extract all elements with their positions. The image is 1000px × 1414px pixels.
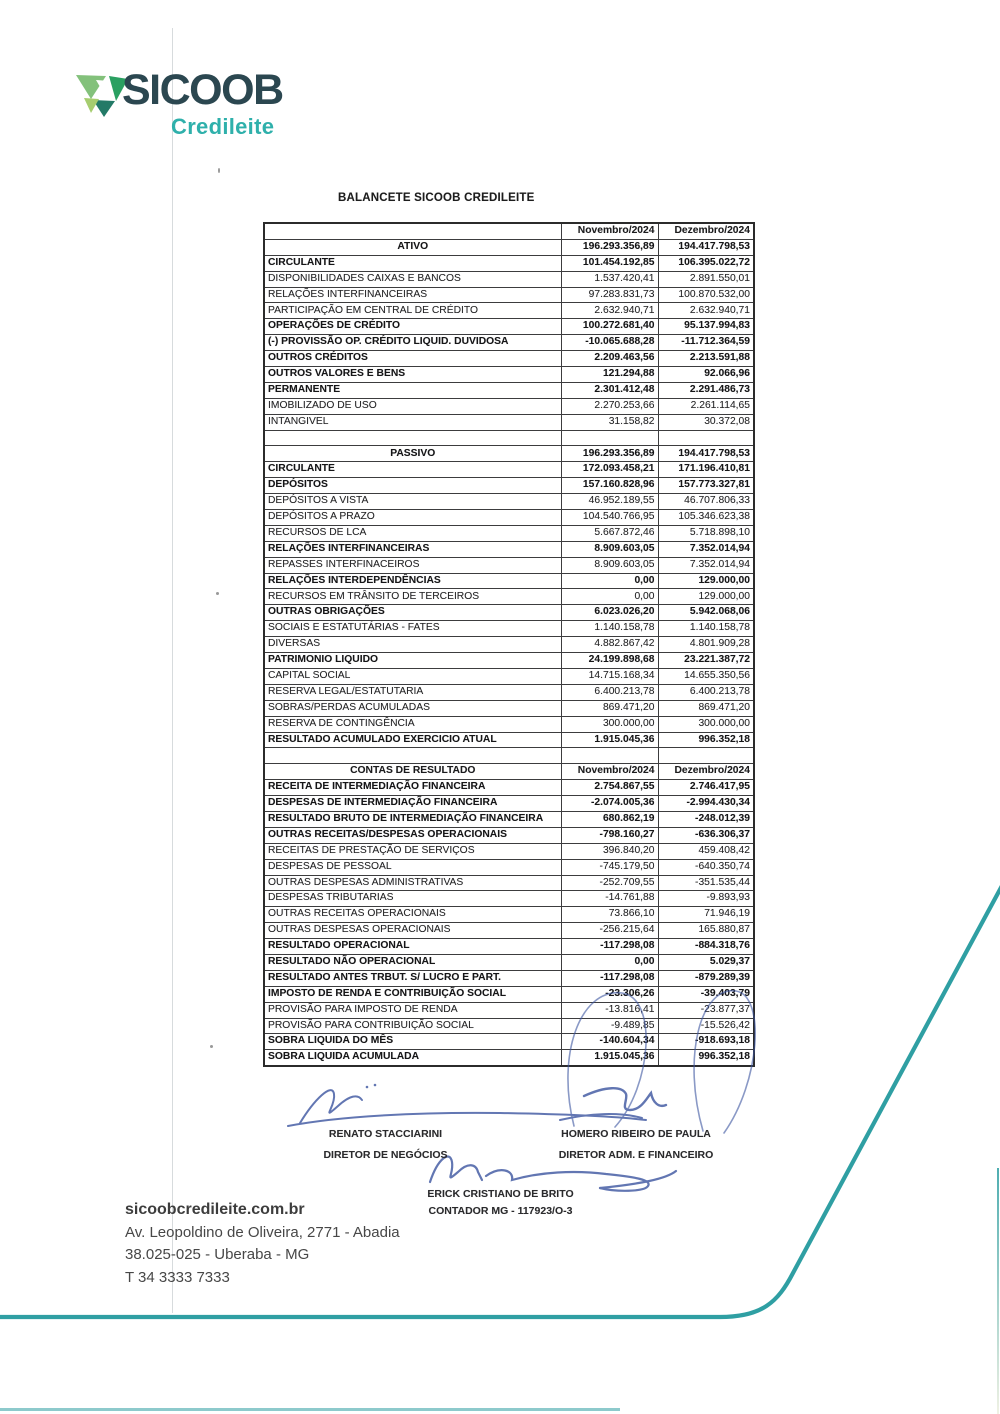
- row-value: Novembro/2024: [561, 223, 658, 239]
- row-value: -256.215,64: [561, 923, 658, 939]
- signer-block-renato: [288, 1124, 483, 1166]
- row-label: CIRCULANTE: [264, 462, 561, 478]
- table-row: [264, 287, 754, 303]
- row-value: 194.417.798,53: [658, 446, 754, 462]
- table-row: [264, 478, 754, 494]
- row-value: 129.000,00: [658, 589, 754, 605]
- row-label: RESERVA DE CONTINGÊNCIA: [264, 716, 561, 732]
- table-row: [264, 1002, 754, 1018]
- row-label: SOBRA LIQUIDA DO MÊS: [264, 1034, 561, 1050]
- row-label: DEPÓSITOS A PRAZO: [264, 510, 561, 526]
- row-value: 5.718.898,10: [658, 525, 754, 541]
- spacer-row: [264, 430, 754, 446]
- row-label: RESULTADO BRUTO DE INTERMEDIAÇÃO FINANCEIRA: [264, 811, 561, 827]
- row-value: [658, 430, 754, 446]
- table-row: [264, 939, 754, 955]
- row-label: DEPÓSITOS A VISTA: [264, 494, 561, 510]
- row-label: (-) PROVISSÃO OP. CRÉDITO LIQUID. DUVIDOSA: [264, 335, 561, 351]
- row-value: -117.298,08: [561, 970, 658, 986]
- teal-edge-bottom: [0, 1408, 620, 1411]
- footer-address-line2: 38.025-025 - Uberaba - MG: [125, 1246, 310, 1263]
- row-label: OUTRAS OBRIGAÇÕES: [264, 605, 561, 621]
- row-label: PATRIMONIO LIQUIDO: [264, 653, 561, 669]
- table-row: [264, 780, 754, 796]
- scan-speck: [210, 1045, 213, 1048]
- row-value: -248.012,39: [658, 811, 754, 827]
- row-value: 2.301.412,48: [561, 382, 658, 398]
- row-value: 0,00: [561, 954, 658, 970]
- row-value: 24.199.898,68: [561, 653, 658, 669]
- row-label: SOBRAS/PERDAS ACUMULADAS: [264, 700, 561, 716]
- row-label: OUTRAS RECEITAS/DESPESAS OPERACIONAIS: [264, 827, 561, 843]
- table-row: [264, 557, 754, 573]
- row-value: 196.293.356,89: [561, 446, 658, 462]
- row-value: 1.915.045,36: [561, 732, 658, 748]
- row-value: -13.816,41: [561, 1002, 658, 1018]
- table-row: [264, 668, 754, 684]
- row-value: -918.693,18: [658, 1034, 754, 1050]
- row-value: 7.352.014,94: [658, 541, 754, 557]
- row-value: -798.160,27: [561, 827, 658, 843]
- table-row: [264, 351, 754, 367]
- row-value: 2.213.591,88: [658, 351, 754, 367]
- row-label: OUTRAS DESPESAS ADMINISTRATIVAS: [264, 875, 561, 891]
- signer-role: CONTADOR MG - 117923/O-3: [428, 1205, 573, 1217]
- row-label: RESULTADO ANTES TRBUT. S/ LUCRO E PART.: [264, 970, 561, 986]
- table-row: [264, 970, 754, 986]
- row-label: [264, 430, 561, 446]
- table-row: [264, 859, 754, 875]
- table-row: [264, 954, 754, 970]
- row-label: INTANGIVEL: [264, 414, 561, 430]
- row-value: 100.870.532,00: [658, 287, 754, 303]
- row-value: 106.395.022,72: [658, 255, 754, 271]
- row-value: 129.000,00: [658, 573, 754, 589]
- row-value: [561, 430, 658, 446]
- row-value: 6.400.213,78: [561, 684, 658, 700]
- row-value: -14.761,88: [561, 891, 658, 907]
- row-value: 121.294,88: [561, 367, 658, 383]
- row-value: 97.283.831,73: [561, 287, 658, 303]
- row-value: Dezembro/2024: [658, 764, 754, 780]
- row-value: 2.891.550,01: [658, 271, 754, 287]
- signer-block-homero: [536, 1124, 736, 1166]
- row-label: PROVISÃO PARA IMPOSTO DE RENDA: [264, 1002, 561, 1018]
- row-value: 194.417.798,53: [658, 239, 754, 255]
- spacer-row: [264, 748, 754, 764]
- row-value: 4.882.867,42: [561, 637, 658, 653]
- row-label: RECURSOS EM TRÂNSITO DE TERCEIROS: [264, 589, 561, 605]
- signer-role: DIRETOR DE NEGÓCIOS: [323, 1149, 448, 1161]
- table-row: [264, 319, 754, 335]
- table-row: [264, 923, 754, 939]
- table-row: [264, 382, 754, 398]
- table-row: [264, 875, 754, 891]
- table-row: [264, 764, 754, 780]
- document-title: BALANCETE SICOOB CREDILEITE: [338, 192, 535, 204]
- table-row: [264, 843, 754, 859]
- row-value: -117.298,08: [561, 939, 658, 955]
- row-value: 2.270.253,66: [561, 398, 658, 414]
- row-value: -745.179,50: [561, 859, 658, 875]
- row-value: [561, 748, 658, 764]
- row-value: 104.540.766,95: [561, 510, 658, 526]
- balancete-table: [263, 222, 755, 1067]
- table-row: [264, 1050, 754, 1066]
- row-value: 2.291.486,73: [658, 382, 754, 398]
- row-value: -2.994.430,34: [658, 796, 754, 812]
- row-label: CONTAS DE RESULTADO: [264, 764, 561, 780]
- row-value: 1.537.420,41: [561, 271, 658, 287]
- row-label: OPERAÇÕES DE CRÉDITO: [264, 319, 561, 335]
- row-label: PASSIVO: [264, 446, 561, 462]
- row-label: RESERVA LEGAL/ESTATUTARIA: [264, 684, 561, 700]
- row-value: 100.272.681,40: [561, 319, 658, 335]
- table-row: [264, 700, 754, 716]
- row-value: 996.352,18: [658, 1050, 754, 1066]
- footer-contact: [125, 1199, 400, 1289]
- row-label: OUTRAS DESPESAS OPERACIONAIS: [264, 923, 561, 939]
- row-value: -9.893,93: [658, 891, 754, 907]
- row-value: -10.065.688,28: [561, 335, 658, 351]
- row-value: 1.140.158,78: [658, 621, 754, 637]
- row-value: 172.093.458,21: [561, 462, 658, 478]
- row-label: ATIVO: [264, 239, 561, 255]
- table-row: [264, 907, 754, 923]
- table-row: [264, 827, 754, 843]
- teal-edge-right: [997, 1168, 999, 1414]
- row-value: 7.352.014,94: [658, 557, 754, 573]
- row-value: -636.306,37: [658, 827, 754, 843]
- row-label: IMPOSTO DE RENDA E CONTRIBUIÇÃO SOCIAL: [264, 986, 561, 1002]
- row-label: OUTROS VALORES E BENS: [264, 367, 561, 383]
- row-value: -2.074.005,36: [561, 796, 658, 812]
- table-row: [264, 732, 754, 748]
- sicoob-triangle-icon: [75, 72, 129, 118]
- signer-role: DIRETOR ADM. E FINANCEIRO: [558, 1149, 714, 1161]
- brand-name: SICOOB: [122, 66, 283, 114]
- row-label: DESPESAS DE PESSOAL: [264, 859, 561, 875]
- signer-name: HOMERO RIBEIRO DE PAULA: [561, 1128, 711, 1140]
- row-value: 105.346.623,38: [658, 510, 754, 526]
- table-row: [264, 605, 754, 621]
- row-value: 0,00: [561, 573, 658, 589]
- row-label: CIRCULANTE: [264, 255, 561, 271]
- row-value: 6.400.213,78: [658, 684, 754, 700]
- table-row: [264, 494, 754, 510]
- table-row: [264, 589, 754, 605]
- row-label: DISPONIBILIDADES CAIXAS E BANCOS: [264, 271, 561, 287]
- table-row: [264, 653, 754, 669]
- table-row: [264, 541, 754, 557]
- row-value: -23.877,37: [658, 1002, 754, 1018]
- row-label: RELAÇÕES INTERFINANCEIRAS: [264, 287, 561, 303]
- row-value: 95.137.994,83: [658, 319, 754, 335]
- sicoob-logo: [75, 66, 305, 150]
- row-value: -9.489,85: [561, 1018, 658, 1034]
- footer-address-line1: Av. Leopoldino de Oliveira, 2771 - Abadia: [125, 1223, 400, 1241]
- scan-artifact-line: [172, 28, 173, 1313]
- row-label: RESULTADO ACUMULADO EXERCICIO ATUAL: [264, 732, 561, 748]
- row-value: 8.909.603,05: [561, 541, 658, 557]
- row-value: 8.909.603,05: [561, 557, 658, 573]
- table-row: [264, 223, 754, 239]
- row-value: 5.667.872,46: [561, 525, 658, 541]
- row-value: -351.535,44: [658, 875, 754, 891]
- scan-speck: [218, 168, 220, 173]
- row-value: [658, 748, 754, 764]
- table-row: [264, 1034, 754, 1050]
- table-row: [264, 621, 754, 637]
- row-label: CAPITAL SOCIAL: [264, 668, 561, 684]
- row-value: 171.196.410,81: [658, 462, 754, 478]
- row-label: SOCIAIS E ESTATUTÁRIAS - FATES: [264, 621, 561, 637]
- row-value: 869.471,20: [658, 700, 754, 716]
- row-value: Novembro/2024: [561, 764, 658, 780]
- row-value: 396.840,20: [561, 843, 658, 859]
- table-row: [264, 398, 754, 414]
- row-value: 2.754.867,55: [561, 780, 658, 796]
- row-value: 23.221.387,72: [658, 653, 754, 669]
- row-label: PARTICIPAÇÃO EM CENTRAL DE CRÉDITO: [264, 303, 561, 319]
- row-value: 14.715.168,34: [561, 668, 658, 684]
- row-value: 5.942.068,06: [658, 605, 754, 621]
- row-value: 300.000,00: [561, 716, 658, 732]
- table-row: [264, 637, 754, 653]
- signer-block-erick: [408, 1186, 593, 1220]
- table-row: [264, 462, 754, 478]
- row-label: RELAÇÕES INTERFINANCEIRAS: [264, 541, 561, 557]
- row-value: -23.306,26: [561, 986, 658, 1002]
- row-value: 6.023.026,20: [561, 605, 658, 621]
- row-value: 2.746.417,95: [658, 780, 754, 796]
- row-value: 869.471,20: [561, 700, 658, 716]
- row-label: RESULTADO OPERACIONAL: [264, 939, 561, 955]
- row-label: DIVERSAS: [264, 637, 561, 653]
- table-row: [264, 271, 754, 287]
- table-row: [264, 1018, 754, 1034]
- row-label: RECEITAS DE PRESTAÇÃO DE SERVIÇOS: [264, 843, 561, 859]
- row-value: -140.604,34: [561, 1034, 658, 1050]
- table-row: [264, 891, 754, 907]
- row-label: PROVISÃO PARA CONTRIBUIÇÃO SOCIAL: [264, 1018, 561, 1034]
- row-value: 4.801.909,28: [658, 637, 754, 653]
- row-value: 71.946,19: [658, 907, 754, 923]
- table-row: [264, 573, 754, 589]
- row-label: [264, 748, 561, 764]
- row-value: 157.160.828,96: [561, 478, 658, 494]
- row-label: REPASSES INTERFINACEIROS: [264, 557, 561, 573]
- table-row: [264, 684, 754, 700]
- signer-name: ERICK CRISTIANO DE BRITO: [427, 1188, 574, 1200]
- table-row: [264, 716, 754, 732]
- table-row: [264, 796, 754, 812]
- row-value: 0,00: [561, 589, 658, 605]
- row-value: 165.880,87: [658, 923, 754, 939]
- table-row: [264, 986, 754, 1002]
- footer-website: sicoobcredileite.com.br: [125, 1201, 305, 1218]
- table-row: [264, 525, 754, 541]
- table-row: [264, 446, 754, 462]
- row-label: IMOBILIZADO DE USO: [264, 398, 561, 414]
- row-label: RELAÇÕES INTERDEPENDÊNCIAS: [264, 573, 561, 589]
- row-value: 2.632.940,71: [658, 303, 754, 319]
- row-value: 2.209.463,56: [561, 351, 658, 367]
- scan-speck: [216, 592, 219, 595]
- table-row: [264, 239, 754, 255]
- row-value: -879.289,39: [658, 970, 754, 986]
- table-row: [264, 367, 754, 383]
- row-value: -252.709,55: [561, 875, 658, 891]
- row-value: 30.372,08: [658, 414, 754, 430]
- row-value: 14.655.350,56: [658, 668, 754, 684]
- signer-name: RENATO STACCIARINI: [328, 1128, 443, 1140]
- signature-renato-stroke: [288, 1084, 646, 1126]
- table-row: [264, 811, 754, 827]
- row-label: DESPESAS TRIBUTARIAS: [264, 891, 561, 907]
- row-label: RECEITA DE INTERMEDIAÇÃO FINANCEIRA: [264, 780, 561, 796]
- row-value: 2.261.114,65: [658, 398, 754, 414]
- row-label: DESPESAS DE INTERMEDIAÇÃO FINANCEIRA: [264, 796, 561, 812]
- row-label: OUTRAS RECEITAS OPERACIONAIS: [264, 907, 561, 923]
- row-value: 157.773.327,81: [658, 478, 754, 494]
- row-value: 196.293.356,89: [561, 239, 658, 255]
- row-label: RECURSOS DE LCA: [264, 525, 561, 541]
- row-value: -15.526,42: [658, 1018, 754, 1034]
- table-row: [264, 335, 754, 351]
- signature-homero-main-stroke: [584, 1088, 666, 1110]
- row-value: 31.158,82: [561, 414, 658, 430]
- row-value: -11.712.364,59: [658, 335, 754, 351]
- row-value: 46.952.189,55: [561, 494, 658, 510]
- row-label: OUTROS CRÉDITOS: [264, 351, 561, 367]
- row-value: 1.140.158,78: [561, 621, 658, 637]
- row-value: -39.403,79: [658, 986, 754, 1002]
- row-value: -640.350,74: [658, 859, 754, 875]
- brand-unit: Credileite: [171, 114, 275, 139]
- row-value: 73.866,10: [561, 907, 658, 923]
- row-value: 46.707.806,33: [658, 494, 754, 510]
- row-label: DEPÓSITOS: [264, 478, 561, 494]
- table-row: [264, 414, 754, 430]
- row-label: RESULTADO NÃO OPERACIONAL: [264, 954, 561, 970]
- footer-phone: T 34 3333 7333: [125, 1268, 230, 1286]
- row-value: 996.352,18: [658, 732, 754, 748]
- table-row: [264, 510, 754, 526]
- row-label: [264, 223, 561, 239]
- row-value: 300.000,00: [658, 716, 754, 732]
- row-value: 92.066,96: [658, 367, 754, 383]
- row-value: 101.454.192,85: [561, 255, 658, 271]
- table-row: [264, 255, 754, 271]
- row-label: PERMANENTE: [264, 382, 561, 398]
- row-value: 2.632.940,71: [561, 303, 658, 319]
- row-value: 680.862,19: [561, 811, 658, 827]
- row-value: Dezembro/2024: [658, 223, 754, 239]
- row-label: SOBRA LIQUIDA ACUMULADA: [264, 1050, 561, 1066]
- row-value: 459.408,42: [658, 843, 754, 859]
- row-value: -884.318,76: [658, 939, 754, 955]
- table-row: [264, 303, 754, 319]
- row-value: 5.029,37: [658, 954, 754, 970]
- row-value: 1.915.045,36: [561, 1050, 658, 1066]
